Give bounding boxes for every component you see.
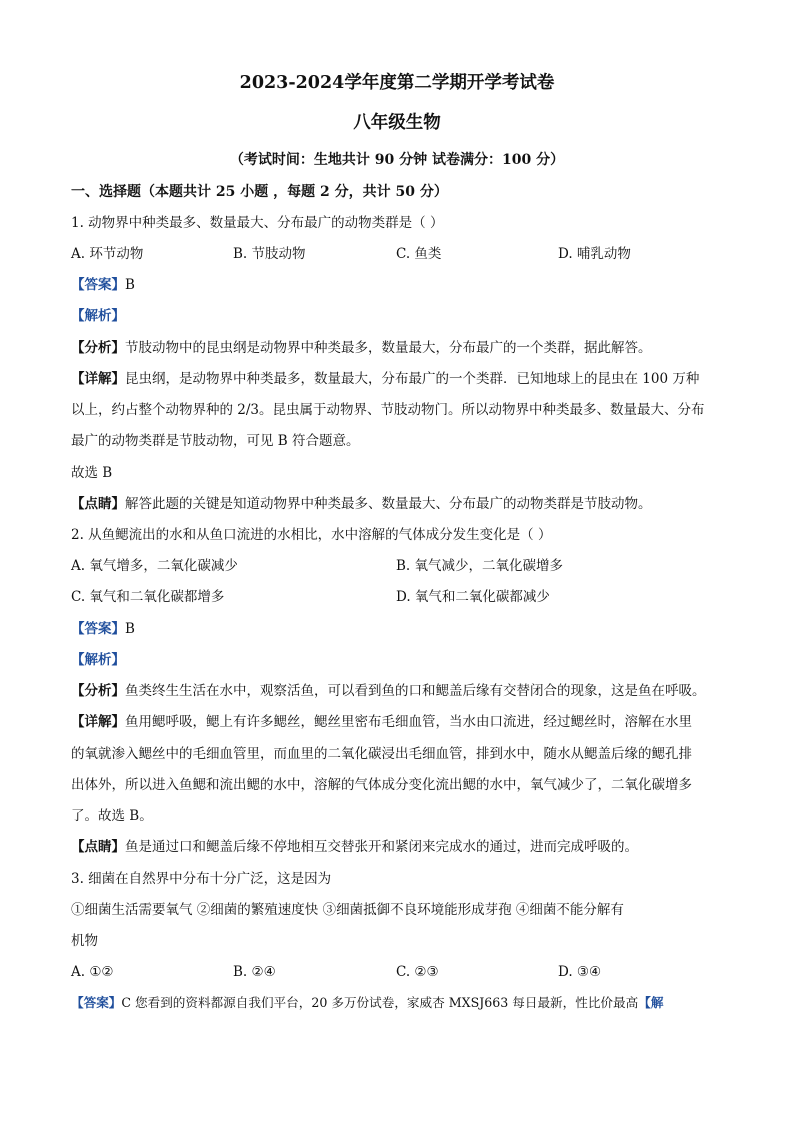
analysis-label: 【分析】 [71,683,125,699]
q2-analysis-text: 鱼类终生生活在水中，观察活鱼，可以看到鱼的口和鳃盖后缘有交替闭合的现象，这是鱼在呼吸。 [125,683,706,699]
q1-answer-value: B [125,277,135,293]
q1-option-c: C. 鱼类 [396,246,442,262]
q2-comment-text: 鱼是通过口和鳃盖后缘不停地相互交替张开和紧闭来完成水的通过，进而完成呼吸的。 [125,839,638,855]
q2-detail-line-3: 出体外，所以进入鱼鳃和流出鳃的水中，溶解的气体成分变化流出鳃的水中，氧气减少了，二氧化碳增多 [71,777,692,793]
q3-option-a: A. ①② [71,964,114,980]
q2-analysis [71,683,706,699]
exam-title: 2023-2024学年度第二学期开学考试卷 [239,73,555,93]
q2-option-b: B. 氧气减少，二氧化碳增多 [396,558,564,574]
q3-answer [71,995,663,1011]
q1-analysis [71,340,652,356]
q1-option-a: A. 环节动物 [71,246,144,262]
analysis-label: 【分析】 [71,340,125,356]
q1-option-b: B. 节肢动物 [233,246,306,262]
answer-label: 【答案】 [71,621,125,637]
q2-comment [71,839,638,855]
q3-stem: 3. 细菌在自然界中分布十分广泛，这是因为 [71,871,332,887]
q3-statements-line-1: ①细菌生活需要氧气 ②细菌的繁殖速度快 ③细菌抵御不良环境能形成芽孢 ④细菌不能分解有 [71,902,624,918]
q2-option-d: D. 氧气和二氧化碳都减少 [396,589,550,605]
exam-subtitle: 八年级生物 [353,113,441,133]
q2-option-a: A. 氧气增多，二氧化碳减少 [71,558,238,574]
q2-option-c: C. 氧气和二氧化碳都增多 [71,589,225,605]
q2-analysis-head [71,652,125,668]
detail-label: 【详解】 [71,371,125,387]
q3-option-c: C. ②③ [396,964,439,980]
q1-detail-line-1 [71,371,699,387]
comment-label: 【点睛】 [71,496,125,512]
q1-analysis-text: 节肢动物中的昆虫纲是动物界中种类最多，数量最大，分布最广的一个类群，据此解答。 [125,340,652,356]
q1-detail-line-3: 最广的动物类群是节肢动物，可见 B 符合题意。 [71,433,360,449]
q3-statements-line-2: 机物 [71,933,98,949]
q3-answer-text: C 您看到的资料都源自我们平台，20 多万份试卷，家威杏 MXSJ663 每日最新，性比价最高 [121,995,639,1010]
q1-answer [71,277,135,293]
analysis-head-label: 【解析】 [71,652,125,668]
q2-answer-value: B [125,621,135,637]
detail-label: 【详解】 [71,714,125,730]
exam-info: （考试时间：生地共计 90 分钟 试卷满分：100 分） [229,152,565,168]
q1-comment [71,496,652,512]
q1-comment-text: 解答此题的关键是知道动物界中种类最多、数量最大、分布最广的动物类群是节肢动物。 [125,496,652,512]
analysis-head-label: 【解析】 [71,308,125,324]
q1-detail-text-1: 昆虫纲，是动物界中种类最多，数量最大，分布最广的一个类群．已知地球上的昆虫在 100 万种 [125,371,700,387]
q2-detail-line-2: 的氧就渗入鳃丝中的毛细血管里，而血里的二氧化碳浸出毛细血管，排到水中，随水从鳃盖后缘的鳃孔排 [71,746,692,762]
section-heading: 一、选择题（本题共计 25 小题 ，每题 2 分，共计 50 分） [71,184,448,200]
answer-label: 【答案】 [71,995,122,1010]
q3-option-b: B. ②④ [233,964,276,980]
answer-label: 【答案】 [71,277,125,293]
comment-label: 【点睛】 [71,839,125,855]
q2-detail-line-4: 了。故选 B。 [71,808,153,824]
q2-stem: 2. 从鱼鳃流出的水和从鱼口流进的水相比，水中溶解的气体成分发生变化是（ ） [71,527,552,543]
q1-conclusion: 故选 B [71,465,113,481]
q1-stem: 1. 动物界中种类最多、数量最大、分布最广的动物类群是（ ） [71,215,444,231]
q1-option-d: D. 哺乳动物 [558,246,631,262]
q2-detail-line-1 [71,714,692,730]
q3-answer-tail: 【解 [638,995,664,1010]
q1-analysis-head [71,308,125,324]
q1-detail-line-2: 以上，约占整个动物界种的 2/3。昆虫属于动物界、节肢动物门。所以动物界中种类最多、数量最大、分布 [71,402,705,418]
q2-detail-text-1: 鱼用鳃呼吸，鳃上有许多鳃丝，鳃丝里密布毛细血管，当水由口流进，经过鳃丝时，溶解在水里 [125,714,692,730]
q3-option-d: D. ③④ [558,964,602,980]
q2-answer [71,621,135,637]
